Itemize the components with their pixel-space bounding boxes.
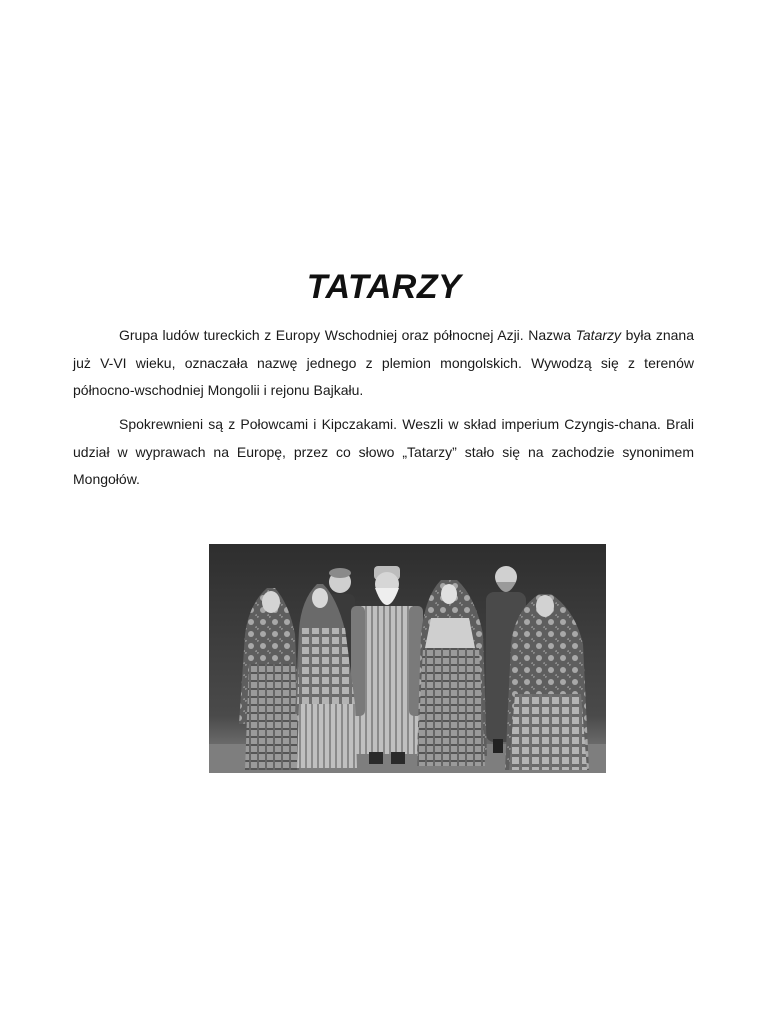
paragraph-1 <box>73 322 694 405</box>
group-portrait-photo <box>209 544 606 773</box>
paragraph-1-text-b: była znana już V-VI wieku, oznaczała nazwę jednego z plemion mongolskich. Wywodzą się z terenów północno-wschodniej Mongolii i rejonu Bajkału. <box>73 327 694 398</box>
paragraph-1-italic-term: Tatarzy <box>575 327 622 343</box>
document-title: TATARZY <box>306 268 462 306</box>
paragraph-1-text-a: Grupa ludów tureckich z Europy Wschodniej oraz północnej Azji. Nazwa <box>119 327 576 343</box>
paragraph-2: Spokrewnieni są z Połowcami i Kipczakami. Weszli w skład imperium Czyngis-chana. Brali udział w wyprawach na Europę, przez co słowo „Tatarzy” stało się na zachodzie synonimem Mongołów. <box>73 416 694 487</box>
